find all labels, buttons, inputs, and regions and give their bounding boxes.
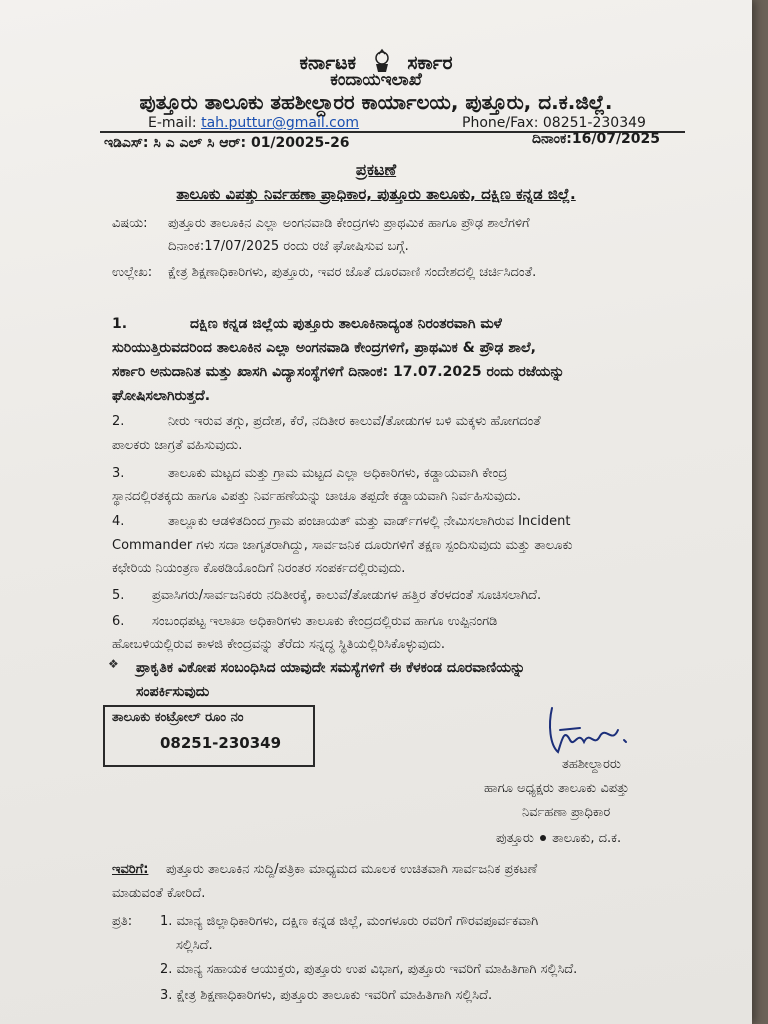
point-3-number: 3. xyxy=(112,466,125,481)
email-link[interactable]: tah.puttur@gmail.com xyxy=(201,115,360,131)
control-room-phone: 08251-230349 xyxy=(160,734,282,752)
bullet-mark: ❖ xyxy=(108,657,119,671)
point-2-number: 2. xyxy=(112,414,125,429)
signatory-line-4 xyxy=(496,831,621,846)
reference-label: ಉಲ್ಲೇಖ: xyxy=(112,265,153,280)
point-1-line-2: ಸುರಿಯುತ್ತಿರುವದರಿಂದ ತಾಲೂಕಿನ ಎಲ್ಲಾ ಅಂಗನವಾಡಿ ಕೇಂದ್ರಗಳಿಗೆ, ಪ್ರಾಥಮಿಕ & ಪ್ರೌಢ ಶಾಲೆ, xyxy=(112,340,536,356)
point-4-line-1: ತಾಲ್ಲೂಕು ಆಡಳಿತದಿಂದ ಗ್ರಾಮ ಪಂಚಾಯತ್ ಮತ್ತು ವಾರ್ಡ್‌ಗಳಲ್ಲಿ ನೇಮಿಸಲಾಗಿರುವ Incident xyxy=(168,514,571,529)
reference-number: ಇಡಿಎಸ್: ಸಿ ಎ ಎಲ್ ಸಿ ಆರ್: 01/20025-26 xyxy=(104,135,350,151)
copy-label: ಪ್ರತಿ: xyxy=(112,914,133,929)
reference-text: ಕ್ಷೇತ್ರ ಶಿಕ್ಷಣಾಧಿಕಾರಿಗಳು, ಪುತ್ತೂರು, ಇವರ ಜೊತೆ ದೂರವಾಣಿ ಸಂದೇಶದಲ್ಲಿ ಚರ್ಚಿಸಿದಂತೆ. xyxy=(168,265,537,280)
government-label: ಸರ್ಕಾರ xyxy=(407,52,453,74)
subject-line-1: ಪುತ್ತೂರು ತಾಲೂಕಿನ ಎಲ್ಲಾ ಅಂಗನವಾಡಿ ಕೇಂದ್ರಗಳು ಪ್ರಾಥಮಿಕ ಹಾಗೂ ಪ್ರೌಢ ಶಾಲೆಗಳಿಗೆ xyxy=(168,216,530,231)
signature xyxy=(540,700,640,760)
point-2-line-2: ಪಾಲಕರು ಜಾಗ್ರತೆ ವಹಿಸುವುದು. xyxy=(112,438,243,453)
point-4-line-3: ಕಛೇರಿಯ ನಿಯಂತ್ರಣ ಕೊಠಡಿಯೊಂದಿಗೆ ನಿರಂತರ ಸಂಪರ್ಕದಲ್ಲಿರುವುದು. xyxy=(112,561,406,576)
copy-3: 3. ಕ್ಷೇತ್ರ ಶಿಕ್ಷಣಾಧಿಕಾರಿಗಳು, ಪುತ್ತೂರು ತಾಲೂಕು ಇವರಿಗೆ ಮಾಹಿತಿಗಾಗಿ ಸಲ್ಲಿಸಿದೆ. xyxy=(160,988,493,1003)
point-1-line-1: ದಕ್ಷಿಣ ಕನ್ನಡ ಜಿಲ್ಲೆಯ ಪುತ್ತೂರು ತಾಲೂಕಿನಾದ್ಯಂತ ನಿರಂತರವಾಗಿ ಮಳೆ xyxy=(190,316,502,332)
copy-1-line-1: 1. ಮಾನ್ಯ ಜಿಲ್ಲಾಧಿಕಾರಿಗಳು, ದಕ್ಷಿಣ ಕನ್ನಡ ಜಿಲ್ಲೆ, ಮಂಗಳೂರು ರವರಿಗೆ ಗೌರವಪೂರ್ವಕವಾಗಿ xyxy=(160,914,539,929)
signatory-title: ತಹಶೀಲ್ದಾರರು xyxy=(562,757,621,772)
bullet-line-2: ಸಂಪರ್ಕಿಸುವುದು xyxy=(136,684,210,700)
to-line-2: ಮಾಡುವಂತೆ ಕೋರಿದೆ. xyxy=(112,886,206,901)
email-line xyxy=(148,115,359,131)
point-4-line-2: Commander ಗಳು ಸದಾ ಜಾಗೃತರಾಗಿದ್ದು, ಸಾರ್ವಜನಿಕ ದೂರುಗಳಿಗೆ ತಕ್ಷಣ ಸ್ಪಂದಿಸುವುದು ಮತ್ತು ತಾಲೂಕು xyxy=(112,538,573,553)
signatory-line-3: ನಿರ್ವಹಣಾ ಪ್ರಾಧಿಕಾರ xyxy=(522,805,611,820)
office-name: ಪುತ್ತೂರು ತಾಲೂಕು ತಹಶೀಲ್ದಾರರ ಕಾರ್ಯಾಲಯ, ಪುತ್ತೂರು, ದ.ಕ.ಜಿಲ್ಲೆ. xyxy=(139,90,613,114)
point-5-number: 5. xyxy=(112,588,125,603)
point-4-number: 4. xyxy=(112,514,125,529)
subject-label: ವಿಷಯ: xyxy=(112,216,148,231)
phone-fax: Phone/Fax: 08251-230349 xyxy=(462,115,646,131)
copy-1-line-2: ಸಲ್ಲಿಸಿದೆ. xyxy=(176,938,213,953)
point-1-line-3: ಸರ್ಕಾರಿ ಅನುದಾನಿತ ಮತ್ತು ಖಾಸಗಿ ವಿದ್ಯಾಸಂಸ್ಥೆಗಳಿಗೆ ದಿನಾಂಕ: 17.07.2025 ರಂದು ರಜೆಯನ್ನು xyxy=(112,364,565,380)
to-label: ಇವರಿಗೆ: xyxy=(112,862,149,877)
email-label: E-mail: xyxy=(148,115,197,131)
bullet-line-1: ಪ್ರಾಕೃತಿಕ ವಿಕೋಪ ಸಂಬಂಧಿಸಿದ ಯಾವುದೇ ಸಮಸ್ಯೆಗಳಿಗೆ ಈ ಕೆಳಕಂಡ ದೂರವಾಣಿಯನ್ನು xyxy=(136,660,526,676)
to-line-1: ಪುತ್ತೂರು ತಾಲೂಕಿನ ಸುದ್ದಿ/ಪತ್ರಿಕಾ ಮಾಧ್ಯಮದ ಮೂಲಕ ಉಚಿತವಾಗಿ ಸಾರ್ವಜನಿಕ ಪ್ರಕಟಣೆ xyxy=(166,862,538,877)
point-1-line-4: ಘೋಷಿಸಲಾಗಿರುತ್ತದೆ. xyxy=(112,388,211,404)
notice-title: ಪ್ರಕಟಣೆ xyxy=(355,160,397,179)
signatory-district: ತಾಲೂಕು, ದ.ಕ. xyxy=(552,831,622,846)
subject-line-2: ದಿನಾಂಕ:17/07/2025 ರಂದು ರಜೆ ಘೋಷಿಸುವ ಬಗ್ಗೆ. xyxy=(168,239,409,254)
signatory-place: ಪುತ್ತೂರು xyxy=(496,831,534,846)
point-3-line-2: ಸ್ಥಾನದಲ್ಲಿರತಕ್ಕದು ಹಾಗೂ ವಿಪತ್ತು ನಿರ್ವಹಣೆಯನ್ನು ಚಾಚೂ ತಪ್ಪದೇ ಕಡ್ಡಾಯವಾಗಿ ನಿರ್ವಹಿಸುವುದು. xyxy=(112,489,521,504)
point-5-line-1: ಪ್ರವಾಸಿಗರು/ಸಾರ್ವಜನಿಕರು ನದಿತೀರಕ್ಕೆ, ಕಾಲುವೆ/ತೋಡುಗಳ ಹತ್ತಿರ ತೆರಳದಂತೆ ಸೂಚಿಸಲಾಗಿದೆ. xyxy=(152,588,542,603)
point-3-line-1: ತಾಲೂಕು ಮಟ್ಟದ ಮತ್ತು ಗ್ರಾಮ ಮಟ್ಟದ ಎಲ್ಲಾ ಅಧಿಕಾರಿಗಳು, ಕಡ್ಡಾಯವಾಗಿ ಕೇಂದ್ರ xyxy=(168,466,508,481)
authority-name: ತಾಲೂಕು ವಿಪತ್ತು ನಿರ್ವಹಣಾ ಪ್ರಾಧಿಕಾರ, ಪುತ್ತೂರು ತಾಲೂಕು, ದಕ್ಷಿಣ ಕನ್ನಡ ಜಿಲ್ಲೆ. xyxy=(176,185,576,203)
point-6-number: 6. xyxy=(112,614,125,629)
point-2-line-1: ನೀರು ಇರುವ ತಗ್ಗು, ಪ್ರದೇಶ, ಕೆರೆ, ನದಿತೀರ ಕಾಲುವೆ/ತೋಡುಗಳ ಬಳಿ ಮಕ್ಕಳು ಹೋಗದಂತೆ xyxy=(168,414,541,429)
signatory-line-2: ಹಾಗೂ ಅಧ್ಯಕ್ಷರು ತಾಲೂಕು ವಿಪತ್ತು xyxy=(484,781,630,796)
ink-dot xyxy=(540,835,546,841)
point-6-line-1: ಸಂಬಂಧಪಟ್ಟ ಇಲಾಖಾ ಅಧಿಕಾರಿಗಳು ತಾಲೂಕು ಕೇಂದ್ರದಲ್ಲಿರುವ ಹಾಗೂ ಉಪ್ಪಿನಂಗಡಿ xyxy=(152,614,498,629)
notice-date: ದಿನಾಂಕ:16/07/2025 xyxy=(532,131,661,147)
point-6-line-2: ಹೋಬಳಿಯಲ್ಲಿರುವ ಕಾಳಜಿ ಕೇಂದ್ರವನ್ನು ತೆರೆದು ಸನ್ನದ್ಧ ಸ್ಥಿತಿಯಲ್ಲಿರಿಸಿಕೊಳ್ಳುವುದು. xyxy=(112,637,445,652)
state-label: ಕರ್ನಾಟಕ xyxy=(299,52,357,74)
department-name: ಕಂದಾಯಇಲಾಖೆ xyxy=(330,70,422,90)
point-1-number: 1. xyxy=(112,316,128,332)
copy-2: 2. ಮಾನ್ಯ ಸಹಾಯಕ ಆಯುಕ್ತರು, ಪುತ್ತೂರು ಉಪ ವಿಭಾಗ, ಪುತ್ತೂರು ಇವರಿಗೆ ಮಾಹಿತಿಗಾಗಿ ಸಲ್ಲಿಸಿದೆ. xyxy=(160,962,578,977)
control-room-title: ತಾಲೂಕು ಕಂಟ್ರೋಲ್ ರೂಂ ನಂ xyxy=(112,710,244,725)
